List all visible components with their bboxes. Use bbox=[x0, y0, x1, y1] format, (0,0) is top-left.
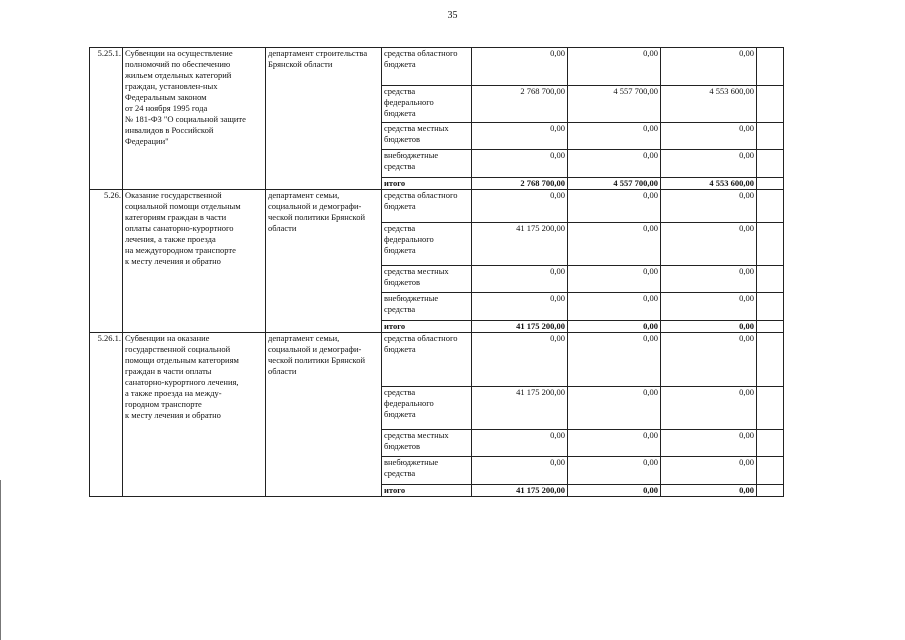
empty-column-cell bbox=[757, 457, 784, 485]
amount-year-1: 0,00 bbox=[472, 457, 568, 485]
funding-source: внебюджетные средства bbox=[382, 293, 472, 321]
empty-column-cell bbox=[757, 387, 784, 430]
amount-year-2: 4 557 700,00 bbox=[568, 178, 661, 190]
item-number: 5.26.1. bbox=[90, 333, 123, 497]
table-row bbox=[90, 48, 784, 86]
empty-column-cell bbox=[757, 430, 784, 457]
funding-source: итого bbox=[382, 321, 472, 333]
amount-year-1: 0,00 bbox=[472, 123, 568, 150]
funding-source: средства федерального бюджета bbox=[382, 223, 472, 266]
amount-year-3: 0,00 bbox=[661, 223, 757, 266]
empty-column-cell bbox=[757, 321, 784, 333]
amount-year-2: 0,00 bbox=[568, 293, 661, 321]
amount-year-1: 41 175 200,00 bbox=[472, 485, 568, 497]
amount-year-1: 0,00 bbox=[472, 430, 568, 457]
amount-year-2: 0,00 bbox=[568, 321, 661, 333]
empty-column-cell bbox=[757, 86, 784, 123]
responsible-department: департамент семьи, социальной и демографи- ческой политики Брянской области bbox=[266, 190, 382, 333]
amount-year-2: 0,00 bbox=[568, 457, 661, 485]
funding-source: внебюджетные средства bbox=[382, 457, 472, 485]
funding-source: средства областного бюджета bbox=[382, 333, 472, 387]
amount-year-1: 2 768 700,00 bbox=[472, 86, 568, 123]
page-number: 35 bbox=[447, 10, 458, 21]
empty-column-cell bbox=[757, 485, 784, 497]
item-description: Оказание государственной социальной помощи отдельным категориям граждан в части оплаты санаторно-курортного лечения, а также проезда на междугородном транспорте к месту лечения и обратно bbox=[123, 190, 266, 333]
budget-table bbox=[89, 47, 784, 497]
amount-year-2: 0,00 bbox=[568, 123, 661, 150]
item-description: Субвенции на осуществление полномочий по обеспечению жильем отдельных категорий граждан, установлен-ных Федеральным законом от 24 ноября 1995 года № 181-ФЗ "О социальной защите инвалидов в Российской Федерации" bbox=[123, 48, 266, 190]
item-description: Субвенции на оказание государственной социальной помощи отдельным категориям граждан в части оплаты санаторно-курортного лечения, а также проезда на между- городном транспорте к месту лечения и обратно bbox=[123, 333, 266, 497]
funding-source: средства федерального бюджета bbox=[382, 387, 472, 430]
scan-edge-line bbox=[0, 480, 1, 640]
amount-year-3: 0,00 bbox=[661, 430, 757, 457]
empty-column-cell bbox=[757, 48, 784, 86]
amount-year-2: 0,00 bbox=[568, 190, 661, 223]
amount-year-2: 4 557 700,00 bbox=[568, 86, 661, 123]
amount-year-1: 41 175 200,00 bbox=[472, 387, 568, 430]
empty-column-cell bbox=[757, 293, 784, 321]
empty-column-cell bbox=[757, 333, 784, 387]
amount-year-3: 0,00 bbox=[661, 321, 757, 333]
amount-year-2: 0,00 bbox=[568, 266, 661, 293]
amount-year-2: 0,00 bbox=[568, 223, 661, 266]
empty-column-cell bbox=[757, 223, 784, 266]
empty-column-cell bbox=[757, 190, 784, 223]
amount-year-1: 0,00 bbox=[472, 48, 568, 86]
item-number: 5.25.1. bbox=[90, 48, 123, 190]
amount-year-3: 0,00 bbox=[661, 190, 757, 223]
amount-year-3: 4 553 600,00 bbox=[661, 178, 757, 190]
table-row bbox=[90, 333, 784, 387]
funding-source: средства местных бюджетов bbox=[382, 123, 472, 150]
funding-source: итого bbox=[382, 485, 472, 497]
amount-year-2: 0,00 bbox=[568, 387, 661, 430]
responsible-department: департамент семьи, социальной и демографи- ческой политики Брянской области bbox=[266, 333, 382, 497]
amount-year-1: 0,00 bbox=[472, 333, 568, 387]
amount-year-1: 0,00 bbox=[472, 293, 568, 321]
amount-year-2: 0,00 bbox=[568, 485, 661, 497]
item-number: 5.26. bbox=[90, 190, 123, 333]
amount-year-3: 0,00 bbox=[661, 123, 757, 150]
empty-column-cell bbox=[757, 123, 784, 150]
amount-year-3: 0,00 bbox=[661, 266, 757, 293]
amount-year-3: 4 553 600,00 bbox=[661, 86, 757, 123]
amount-year-3: 0,00 bbox=[661, 150, 757, 178]
empty-column-cell bbox=[757, 178, 784, 190]
funding-source: итого bbox=[382, 178, 472, 190]
funding-source: средства областного бюджета bbox=[382, 48, 472, 86]
amount-year-3: 0,00 bbox=[661, 48, 757, 86]
amount-year-3: 0,00 bbox=[661, 293, 757, 321]
amount-year-1: 0,00 bbox=[472, 190, 568, 223]
amount-year-3: 0,00 bbox=[661, 485, 757, 497]
amount-year-2: 0,00 bbox=[568, 48, 661, 86]
empty-column-cell bbox=[757, 150, 784, 178]
table-row bbox=[90, 190, 784, 223]
amount-year-1: 0,00 bbox=[472, 266, 568, 293]
amount-year-3: 0,00 bbox=[661, 457, 757, 485]
empty-column-cell bbox=[757, 266, 784, 293]
funding-source: средства местных бюджетов bbox=[382, 266, 472, 293]
amount-year-2: 0,00 bbox=[568, 150, 661, 178]
amount-year-2: 0,00 bbox=[568, 430, 661, 457]
funding-source: средства областного бюджета bbox=[382, 190, 472, 223]
amount-year-3: 0,00 bbox=[661, 333, 757, 387]
amount-year-1: 41 175 200,00 bbox=[472, 223, 568, 266]
amount-year-1: 0,00 bbox=[472, 150, 568, 178]
funding-source: средства местных бюджетов bbox=[382, 430, 472, 457]
responsible-department: департамент строительства Брянской области bbox=[266, 48, 382, 190]
amount-year-1: 41 175 200,00 bbox=[472, 321, 568, 333]
funding-source: средства федерального бюджета bbox=[382, 86, 472, 123]
amount-year-2: 0,00 bbox=[568, 333, 661, 387]
amount-year-1: 2 768 700,00 bbox=[472, 178, 568, 190]
amount-year-3: 0,00 bbox=[661, 387, 757, 430]
funding-source: внебюджетные средства bbox=[382, 150, 472, 178]
